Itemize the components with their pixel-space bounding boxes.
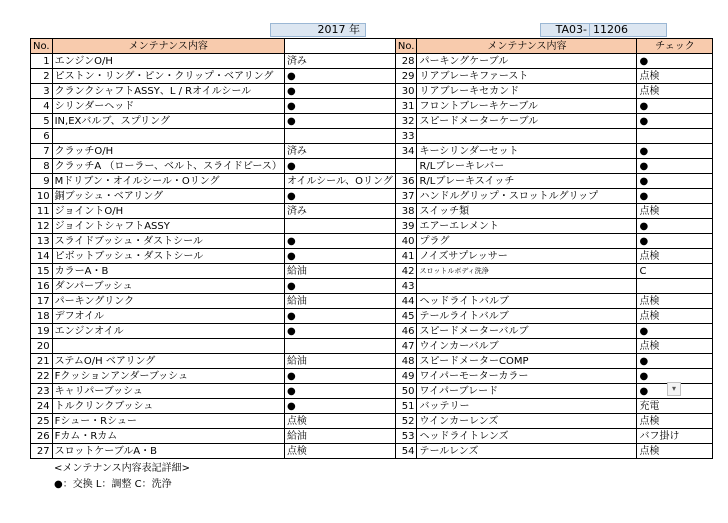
item-cell[interactable]: ウインカーレンズ (417, 414, 637, 429)
item-cell[interactable]: クラッチA （ローラー、ベルト、スライドピース） (52, 159, 284, 174)
item-cell[interactable]: スピードメーターケーブル (417, 114, 637, 129)
row-number-cell[interactable]: 23 (31, 384, 53, 399)
item-cell[interactable]: キーシリンダーセット (417, 144, 637, 159)
item-cell[interactable]: デフオイル (52, 309, 284, 324)
table-row (31, 264, 713, 279)
table-row (31, 369, 713, 384)
table-row (31, 429, 713, 444)
check-cell[interactable]: オイルシール、Oリング (284, 174, 395, 189)
check-cell[interactable]: ● (284, 114, 395, 129)
check-cell[interactable]: 給油 (284, 429, 395, 444)
maintenance-table (30, 38, 713, 459)
row-number-cell[interactable]: 45 (395, 309, 417, 324)
row-number-cell[interactable]: 2 (31, 69, 53, 84)
item-cell[interactable]: Mドリブン・オイルシール・Oリング (52, 174, 284, 189)
row-number-cell[interactable]: 16 (31, 279, 53, 294)
item-cell[interactable] (417, 129, 637, 144)
check-cell[interactable]: ● (284, 324, 395, 339)
table-row (31, 69, 713, 84)
legend-title: <メンテナンス内容表記詳細> (54, 463, 190, 474)
row-number-cell[interactable]: 44 (395, 294, 417, 309)
check-cell[interactable]: ● (637, 219, 713, 234)
table-row (31, 189, 713, 204)
item-cell[interactable]: エンジンO/H (52, 54, 284, 69)
column-header-item: メンテナンス内容 (417, 39, 637, 54)
check-cell[interactable]: ● (637, 354, 713, 369)
row-number-cell[interactable]: 32 (395, 114, 417, 129)
check-cell[interactable]: 点検 (284, 444, 395, 459)
check-cell[interactable]: ● (637, 159, 713, 174)
check-cell[interactable]: 点検 (637, 69, 713, 84)
check-cell[interactable] (637, 279, 713, 294)
check-cell[interactable]: ● (637, 324, 713, 339)
row-number-cell[interactable]: 1 (31, 54, 53, 69)
table-row (31, 249, 713, 264)
item-cell[interactable]: ジョイントシャフトASSY (52, 219, 284, 234)
table-row (31, 204, 713, 219)
check-cell[interactable]: 給油 (284, 294, 395, 309)
row-number-cell[interactable]: 38 (395, 204, 417, 219)
row-number-cell[interactable]: 4 (31, 99, 53, 114)
check-cell[interactable]: バフ掛け (637, 429, 713, 444)
column-header-check: チェック (637, 39, 713, 54)
item-cell[interactable]: リアブレーキファースト (417, 69, 637, 84)
check-cell[interactable]: ● (637, 189, 713, 204)
item-cell[interactable]: ジョイントO/H (52, 204, 284, 219)
table-row (31, 234, 713, 249)
item-cell[interactable]: IN,EXバルブ、スプリング (52, 114, 284, 129)
item-cell[interactable]: トルクリンクブッシュ (52, 399, 284, 414)
check-cell[interactable]: ● (637, 369, 713, 384)
check-cell[interactable]: ● (284, 369, 395, 384)
code-value-cell[interactable]: 11206 (589, 23, 667, 37)
row-number-cell[interactable]: 18 (31, 309, 53, 324)
check-cell[interactable] (637, 129, 713, 144)
row-number-cell[interactable]: 30 (395, 84, 417, 99)
year-cell[interactable]: 2017 年 (270, 23, 366, 37)
item-cell[interactable]: スロットケーブルA・B (52, 444, 284, 459)
row-number-cell[interactable]: 46 (395, 324, 417, 339)
check-cell[interactable]: 点検 (284, 414, 395, 429)
row-number-cell[interactable]: 29 (395, 69, 417, 84)
item-cell[interactable]: カラーA・B (52, 264, 284, 279)
table-row (31, 444, 713, 459)
item-cell[interactable]: ピストン・リング・ピン・クリップ・ベアリング (52, 69, 284, 84)
item-cell[interactable]: R/Lブレーキレバー (417, 159, 637, 174)
check-cell[interactable]: 点検 (637, 309, 713, 324)
row-number-cell[interactable]: 8 (31, 159, 53, 174)
check-cell[interactable]: 済み (284, 144, 395, 159)
check-cell[interactable]: ● (637, 174, 713, 189)
item-cell[interactable]: キャリパーブッシュ (52, 384, 284, 399)
row-number-cell[interactable]: 52 (395, 414, 417, 429)
row-number-cell[interactable]: 40 (395, 234, 417, 249)
row-number-cell[interactable]: 12 (31, 219, 53, 234)
item-cell[interactable]: ピボットブッシュ・ダストシール (52, 249, 284, 264)
column-header-blank (284, 39, 395, 54)
item-cell[interactable]: ヘッドライトレンズ (417, 429, 637, 444)
check-cell[interactable]: ● (637, 99, 713, 114)
row-number-cell[interactable]: 41 (395, 249, 417, 264)
check-cell[interactable] (284, 339, 395, 354)
row-number-cell[interactable]: 5 (31, 114, 53, 129)
table-row (31, 414, 713, 429)
item-cell[interactable]: ダンパーブッシュ (52, 279, 284, 294)
row-number-cell[interactable]: 31 (395, 99, 417, 114)
column-header-item: メンテナンス内容 (52, 39, 284, 54)
table-row (31, 354, 713, 369)
row-number-cell[interactable]: 34 (395, 144, 417, 159)
check-cell[interactable]: 点検 (637, 339, 713, 354)
table-row (31, 399, 713, 414)
column-header-no: No. (395, 39, 417, 54)
row-number-cell[interactable]: 25 (31, 414, 53, 429)
item-cell[interactable] (52, 339, 284, 354)
item-cell[interactable]: リアブレーキセカンド (417, 84, 637, 99)
row-number-cell[interactable]: 14 (31, 249, 53, 264)
table-row (31, 159, 713, 174)
check-cell[interactable]: 給油 (284, 354, 395, 369)
row-number-cell[interactable]: 6 (31, 129, 53, 144)
check-cell[interactable]: 済み (284, 204, 395, 219)
item-cell[interactable]: スロットルボディ洗浄 (417, 264, 637, 279)
check-cell[interactable]: ● (284, 399, 395, 414)
table-row (31, 324, 713, 339)
row-number-cell[interactable]: 24 (31, 399, 53, 414)
row-number-cell[interactable]: 20 (31, 339, 53, 354)
header-row (31, 39, 713, 54)
table-row (31, 99, 713, 114)
row-number-cell[interactable]: 39 (395, 219, 417, 234)
row-number-cell[interactable]: 47 (395, 339, 417, 354)
item-cell[interactable]: クラッチO/H (52, 144, 284, 159)
column-header-no: No. (31, 39, 53, 54)
check-cell[interactable]: 点検 (637, 414, 713, 429)
row-number-cell[interactable]: 53 (395, 429, 417, 444)
item-cell[interactable]: ハンドルグリップ・スロットルグリップ (417, 189, 637, 204)
item-cell[interactable]: フロントブレーキケーブル (417, 99, 637, 114)
check-cell[interactable]: 済み (284, 54, 395, 69)
item-cell[interactable]: テールレンズ (417, 444, 637, 459)
item-cell[interactable]: パーキングリンク (52, 294, 284, 309)
check-cell[interactable] (284, 219, 395, 234)
row-number-cell[interactable]: 11 (31, 204, 53, 219)
item-cell[interactable] (417, 279, 637, 294)
item-cell[interactable]: Fシュー・Rシュー (52, 414, 284, 429)
item-cell[interactable]: ワイパーブレード (417, 384, 637, 399)
item-cell[interactable]: ウインカーバルブ (417, 339, 637, 354)
item-cell[interactable]: バッテリー (417, 399, 637, 414)
check-cell[interactable]: 点検 (637, 249, 713, 264)
item-cell[interactable]: スピードメーターCOMP (417, 354, 637, 369)
table-row (31, 279, 713, 294)
row-number-cell[interactable]: 17 (31, 294, 53, 309)
check-cell[interactable]: 点検 (637, 444, 713, 459)
row-number-cell[interactable] (395, 159, 417, 174)
item-cell[interactable]: テールライトバルブ (417, 309, 637, 324)
check-cell[interactable]: ● (284, 249, 395, 264)
row-number-cell[interactable]: 49 (395, 369, 417, 384)
item-cell[interactable]: Fカム・Rカム (52, 429, 284, 444)
row-number-cell[interactable]: 7 (31, 144, 53, 159)
row-number-cell[interactable]: 3 (31, 84, 53, 99)
row-number-cell[interactable]: 19 (31, 324, 53, 339)
table-row (31, 384, 713, 399)
check-cell[interactable]: ● (284, 189, 395, 204)
item-cell[interactable]: ノイズサプレッサー (417, 249, 637, 264)
row-number-cell[interactable]: 10 (31, 189, 53, 204)
row-number-cell[interactable]: 43 (395, 279, 417, 294)
dropdown-arrow-icon[interactable]: ▾ (667, 382, 681, 396)
item-cell[interactable]: シリンダーヘッド (52, 99, 284, 114)
item-cell[interactable]: スライドブッシュ・ダストシール (52, 234, 284, 249)
check-cell[interactable]: ● (284, 84, 395, 99)
table-row (31, 114, 713, 129)
check-cell[interactable]: ● (284, 309, 395, 324)
table-row (31, 174, 713, 189)
row-number-cell[interactable]: 37 (395, 189, 417, 204)
row-number-cell[interactable]: 48 (395, 354, 417, 369)
table-row (31, 54, 713, 69)
item-cell[interactable]: スイッチ類 (417, 204, 637, 219)
table-row (31, 339, 713, 354)
check-cell[interactable]: C (637, 264, 713, 279)
table-row (31, 129, 713, 144)
check-cell[interactable]: 点検 (637, 84, 713, 99)
item-cell[interactable]: エンジンオイル (52, 324, 284, 339)
check-cell[interactable]: ● (284, 159, 395, 174)
check-cell[interactable] (284, 129, 395, 144)
legend-detail: ●：交換 L：調整 C：洗浄 (54, 479, 172, 490)
row-number-cell[interactable]: 15 (31, 264, 53, 279)
item-cell[interactable]: パーキングケーブル (417, 54, 637, 69)
check-cell[interactable]: ● (284, 69, 395, 84)
check-cell[interactable]: ● (284, 99, 395, 114)
item-cell[interactable]: スピードメーターバルブ (417, 324, 637, 339)
row-number-cell[interactable]: 28 (395, 54, 417, 69)
check-cell[interactable]: ● (637, 144, 713, 159)
row-number-cell[interactable]: 22 (31, 369, 53, 384)
row-number-cell[interactable]: 33 (395, 129, 417, 144)
row-number-cell[interactable]: 50 (395, 384, 417, 399)
row-number-cell[interactable]: 42 (395, 264, 417, 279)
item-cell[interactable]: エアーエレメント (417, 219, 637, 234)
item-cell[interactable]: Fクッションアンダーブッシュ (52, 369, 284, 384)
row-number-cell[interactable]: 27 (31, 444, 53, 459)
row-number-cell[interactable]: 54 (395, 444, 417, 459)
check-cell[interactable]: ● (637, 234, 713, 249)
check-cell[interactable]: 充電 (637, 399, 713, 414)
check-cell[interactable]: ● (637, 114, 713, 129)
check-cell[interactable]: ● (284, 234, 395, 249)
table-row (31, 84, 713, 99)
check-cell[interactable]: ● (284, 384, 395, 399)
row-number-cell[interactable]: 51 (395, 399, 417, 414)
check-cell[interactable]: ● (284, 279, 395, 294)
row-number-cell[interactable]: 21 (31, 354, 53, 369)
table-row (31, 294, 713, 309)
code-label-cell[interactable]: TA03- (540, 23, 590, 37)
item-cell[interactable]: クランクシャフトASSY、L / Rオイルシール (52, 84, 284, 99)
table-row (31, 144, 713, 159)
item-cell[interactable]: ステムO/H ベアリング (52, 354, 284, 369)
row-number-cell[interactable]: 26 (31, 429, 53, 444)
check-cell[interactable]: 給油 (284, 264, 395, 279)
item-cell[interactable]: R/Lブレーキスイッチ (417, 174, 637, 189)
item-cell[interactable]: ワイパーモーターカラー (417, 369, 637, 384)
table-row (31, 219, 713, 234)
table-row (31, 309, 713, 324)
row-number-cell[interactable]: 36 (395, 174, 417, 189)
row-number-cell[interactable]: 9 (31, 174, 53, 189)
check-cell[interactable]: 点検 (637, 294, 713, 309)
item-cell[interactable]: ヘッドライトバルブ (417, 294, 637, 309)
check-cell[interactable]: ● (637, 384, 713, 399)
check-cell[interactable]: ● (637, 54, 713, 69)
check-cell[interactable]: 点検 (637, 204, 713, 219)
item-cell[interactable] (52, 129, 284, 144)
item-cell[interactable]: プラグ (417, 234, 637, 249)
row-number-cell[interactable]: 13 (31, 234, 53, 249)
item-cell[interactable]: 銅ブッシュ・ベアリング (52, 189, 284, 204)
